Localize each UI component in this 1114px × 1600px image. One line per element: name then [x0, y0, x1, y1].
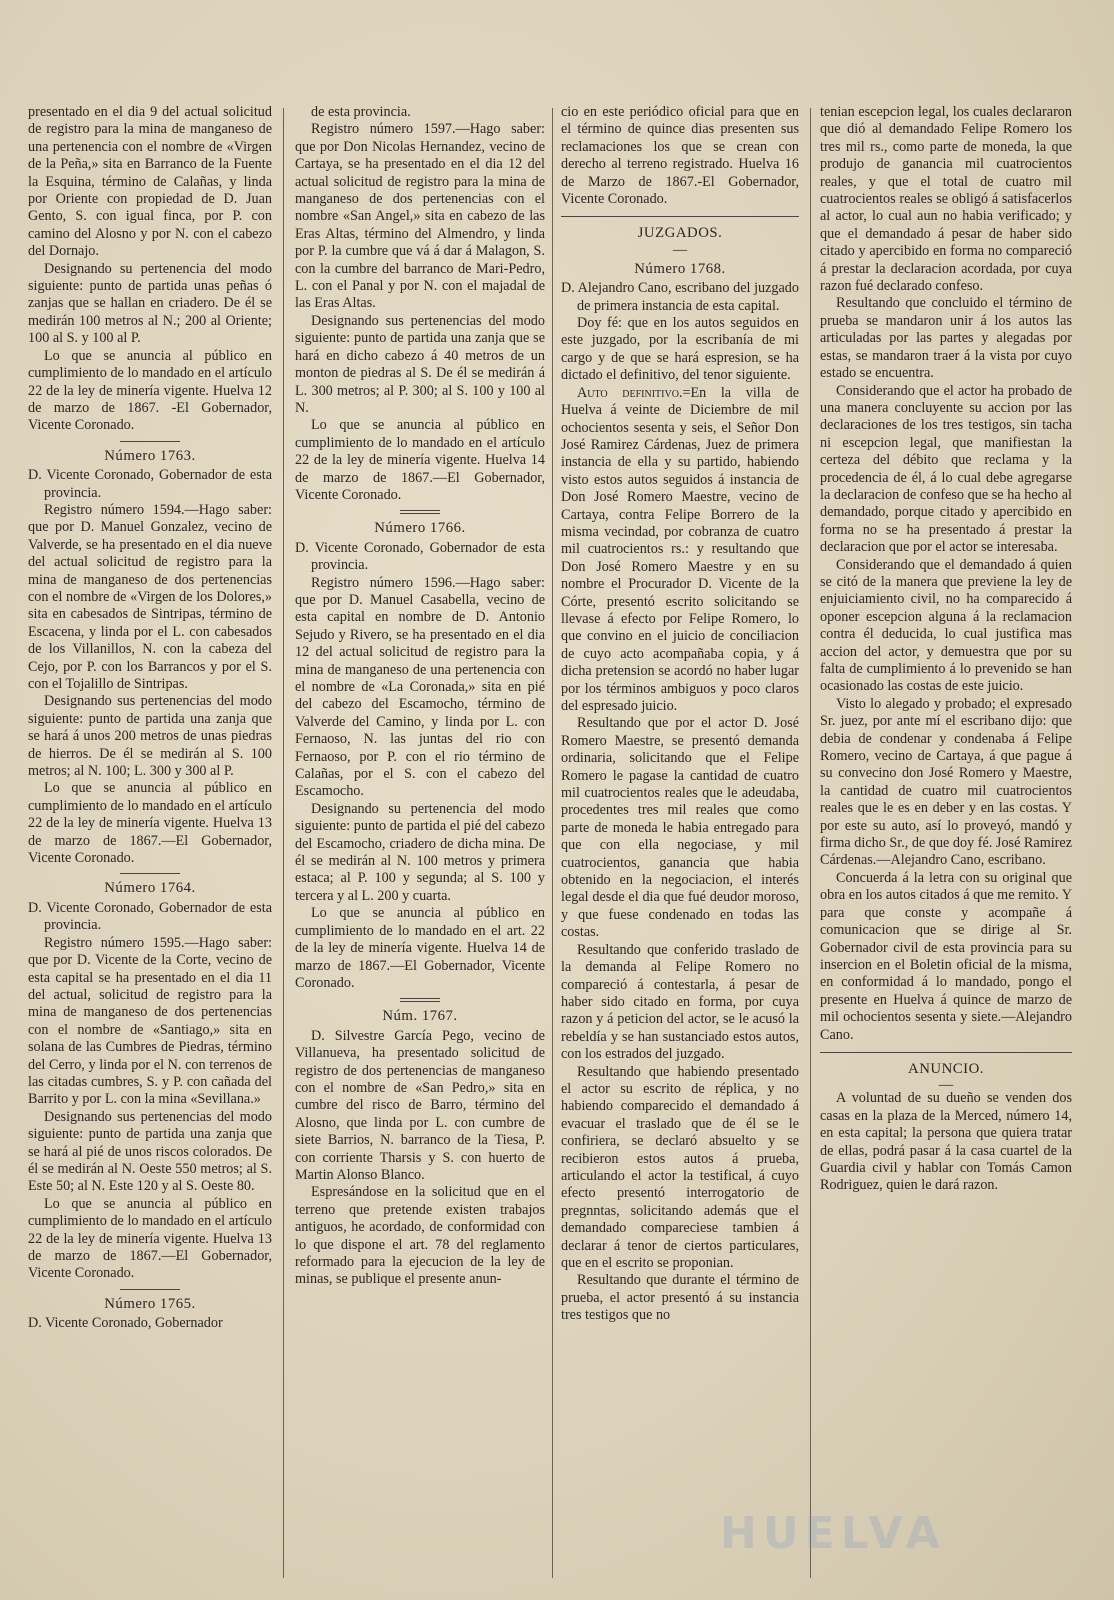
court-paragraph: Resultando que por el actor D. José Romero Maestre, se presentó demanda ordinaria, solicitando que el Felipe Romero le pagase la cantidad de cuatro mil cuatrocientos reales que le adeudaba, procedentes tres mil reales que como parte de moneda le habia entregado para que con ella negociase, y mil cuatrocientos, ganancia que habia obtenido en la negociacion, el interés legal desde el dia que fué deudor moroso, y que fuese condenado en todas las costas. — [561, 715, 799, 941]
court-paragraph: Considerando que el actor ha probado de una manera concluyente su accion por las declaraciones de los tres testigos, sin tacha ni escepcion legal, que manifiestan la certeza del débito que reclama y la procedencia de él, á lo cual debe agregarse la declaracion de confeso que se ha hecho al demandado, porque citado y apercibido en forma no se ha presentado á prestar la declaracion que por el actor se interesaba. — [820, 382, 1072, 556]
notice-number-heading: Número 1764. — [104, 880, 196, 897]
divider: — — [672, 241, 688, 258]
mining-notice-paragraph: de esta provincia. — [311, 104, 411, 120]
mining-notice-paragraph: Lo que se anuncia al público en cumplimiento de lo mandado en el artículo 22 de la ley de minería vigente. Huelva 13 de marzo de 1867.—El Gobernador, Vicente Coronado. — [28, 1195, 272, 1282]
notice-number-heading: Núm. 1767. — [382, 1008, 458, 1025]
notice-number-heading: Número 1768. — [634, 260, 726, 277]
court-paragraph: Considerando que el demandado á quien se citó de la manera que previene la ley de enjuiciamiento civil, no ha comparecido á oponer escepcion alguna á la reclamacion contra él deducida, lo cual justifica mas accion del actor, y demuestra que por su falta de cumplimiento á lo prevenido se han ocasionado las costas de este juicio. — [820, 556, 1072, 695]
mining-notice-paragraph: Registro número 1594.—Hago saber: que por D. Manuel Gonzalez, vecino de Valverde, se ha presentado en el dia nueve del actual solicitud de registro para la mina de manganeso de dos pertenencias con el nombre de «Virgen de los Dolores,» sita en cabesados de Sintripas, término de Escacena, y linda por el L. con cabesados de los Villanillos, N. con la cabeza del Cejo, por P. con los Barrancos y por el S. con el Tojalillo de Sintripas. — [28, 501, 272, 692]
mining-notice-paragraph: Designando su pertenencia del modo siguiente: punto de partida unas peñas ó zanjas que se hallan en criadero. De él se medirán 100 metros al N.; 200 al Oriente; 100 al S. y 100 al P. — [28, 260, 272, 347]
notice-number-heading: Número 1763. — [104, 447, 196, 464]
advertisement-paragraph: A voluntad de su dueño se venden dos casas en la plaza de la Merced, número 14, en esta capital; la persona que quiera tratar de ellas, podrá pasar á la casa cuartel de la Guardia civil y hablar con Tomás Camon Rodriguez, quien le dará razon. — [820, 1090, 1072, 1194]
court-paragraph — [561, 385, 799, 716]
court-paragraph: Concuerda á la letra con su original que obra en los autos citados á que me remito. Y para que conste y acompañe á comunicacion que se dirige al Sr. Gobernador civil de esta provincia para su insercion en el Boletin oficial de la misma, en conformidad á lo mandado, pongo el presente en Huelva á quince de marzo de mil ochocientos sesenta y siete.—Alejandro Cano. — [820, 869, 1072, 1043]
notice-number-heading: Número 1766. — [374, 520, 466, 537]
column-rule-3 — [810, 108, 811, 1578]
mining-notice-paragraph: Designando sus pertenencias del modo siguiente: punto de partida una zanja que se hará á unos 200 metros de unas piedras de hierros. De él se medirán al S. 100 metros; al N. 100; L. 300 y 300 al P. — [28, 693, 272, 780]
governor-line: D. Vicente Coronado, Gobernador de esta provincia. — [28, 899, 272, 934]
mining-notice-paragraph: Lo que se anuncia al público en cumplimiento de lo mandado en el artículo 22 de la ley de minería vigente. Huelva 14 de marzo de 1867.—El Gobernador, Vicente Coronado. — [295, 417, 545, 503]
column-4 — [820, 104, 1072, 1584]
mining-notice-paragraph: presentado en el dia 9 del actual solicitud de registro para la mina de manganeso de una pertenencia con el nombre de «Virgen de la Peña,» sita en Barranco de la Fuente la Esquina, término de Calañas, y linda por Oriente con propiedad de D. Juan Gento, S. con igual finca, por P. con camino del Alosno y por N. con el cabezo del Dornajo. — [28, 104, 272, 260]
court-paragraph: Resultando que conferido traslado de la demanda al Felipe Romero no compareció á contestarla, á pesar de haber sido citado en forma, por cuya razon y á peticion del actor, se le acusó la rebeldía y se han sustanciado estos autos, con los estrados del juzgado. — [561, 941, 799, 1063]
column-rule-2 — [552, 108, 553, 1578]
divider — [120, 873, 180, 874]
mining-notice-paragraph: Designando su pertenencia del modo siguiente: punto de partida el pié del cabezo del Escamocho, criadero de dicha mina. De él se medirán al N. 100 metros y primera estaca; al P. 100 y segunda; al S. 100 y tercera y al L. 200 y cuarta. — [295, 800, 545, 904]
auto-label: Auto definitivo. — [577, 384, 683, 401]
mining-notice-paragraph: Registro número 1596.—Hago saber: que por D. Manuel Casabella, vecino de esta capital en nombre de D. Antonio Sejudo y Rivero, se ha presentado en el dia 12 del actual solicitud de registro para la mina de manganeso de una pertenencia con el nombre de «La Coronada,» sita en pié del cabezo del Escamocho, término de Valverde del Camino, y linda por L. con Fernaoso, N. las juntas del rio con Fernaoso, por P. con el rio término de Calañas, por el S. con el cabezo del Escamocho. — [295, 574, 545, 800]
mining-notice-paragraph: Registro número 1597.—Hago saber: que por Don Nicolas Hernandez, vecino de Cartaya, se ha presentado en el dia 12 del actual solicitud de registro para la mina de manganeso de dos pertenencias con el nombre «San Angel,» sita en cabezo de las Eras Altas, término del Almendro, y linda por P. la cumbre que vá á dar á Malagon, S. con la cumbre del barranco de Mari-Pedro, L. con el Panal y por N. con el majadal de las Eras Altas. — [295, 121, 545, 312]
divider — [400, 998, 440, 1002]
auto-text: =En la villa de Huelva á veinte de Diciembre de mil ochocientos sesenta y seis, el Señor Don José Ramirez Cárdenas, Juez de primera instancia de ella y su partido, habiendo visto estos autos seguidos á instancia de Don José Romero Maestre, vecino de Cartaya, contra Felipe Borrero de la misma vecindad, por cobranza de cuatro mil cuatrocientos rs.: y resultando que Don José Romero Maestre y en su nombre el Procurador D. Vicente de la Córte, presentó escrito solicitando se llevase á efecto por Felipe Romero, lo que convino en el juicio de conciliacion de cuyo acto acompañaba copia, y á dicha pretension se acordó no haber lugar por los términos ambiguos y poco claros del espresado juicio. — [561, 384, 799, 714]
court-paragraph: Doy fé: que en los autos seguidos en este juzgado, por la escribanía de mi cargo y de que se hará espresion, se ha dictado el definitivo, del tenor siguiente. — [561, 315, 799, 384]
court-paragraph: Resultando que durante el término de prueba, el actor presentó á su instancia tres testigos que no — [561, 1272, 799, 1324]
mining-notice-paragraph: D. Silvestre García Pego, vecino de Villanueva, ha presentado solicitud de registro de dos pertenencias de manganeso con el nombre de «San Pedro,» sita en cumbre del risco de Barro, término del Alosno, que linda por L. con cumbre de siete Barrios, N. barranco de la Tiesa, P. con corriente Tharsis y S. con huerto de Martin Alonso Blanco. — [295, 1027, 545, 1183]
clerk-line: D. Alejandro Cano, escribano del juzgado de primera instancia de esta capital. — [561, 280, 799, 314]
mining-notice-paragraph: Designando sus pertenencias del modo siguiente: punto de partida una zanja que se hará al pié de unos riscos colorados. De él se medirán al N. Oeste 550 metros; al S. Este 50; al N. Este 120 y al S. Oeste 80. — [28, 1108, 272, 1195]
mining-notice-paragraph: Registro número 1595.—Hago saber: que por D. Vicente de la Corte, vecino de esta capital se ha presentado en el dia 11 del actual, solicitud de registro para la mina de manganeso de dos pertenencias con el nombre de «Santiago,» sita en solana de las Cumbres de Piedras, término del Cerro, y linda por el N. con terrenos de las citadas cumbres, S. y P. con cañada del Barrito y por L. con la mina «Sevillana.» — [28, 934, 272, 1108]
court-paragraph: Resultando que habiendo presentado el actor su escrito de réplica, y no habiendo comparecido el demandado á evacuar el traslado que de él se le confiriera, se declaró absuelto y se recibieron estos autos á prueba, articulando el actor la testifical, á cuyo efecto presentó interrogatorio de pregnntas, solicitando además que el demandado compareciese tambien á declarar á tenor de ciertos particulares, que en el escrito se proponian. — [561, 1063, 799, 1271]
notice-number-heading: Número 1765. — [104, 1295, 196, 1312]
governor-line: D. Vicente Coronado, Gobernador de esta provincia. — [295, 539, 545, 574]
divider — [120, 1289, 180, 1290]
mining-notice-paragraph: Lo que se anuncia al público en cumplimiento de lo mandado en el artículo 22 de la ley de minería vigente. Huelva 13 de marzo de 1867.—El Gobernador, Vicente Coronado. — [28, 780, 272, 867]
section-heading-juzgados: JUZGADOS. — [637, 225, 723, 242]
section-rule — [561, 216, 799, 217]
column-rule-1 — [283, 108, 284, 1578]
governor-line: D. Vicente Coronado, Gobernador — [28, 1315, 223, 1332]
mining-notice-paragraph: Designando sus pertenencias del modo siguiente: punto de partida una zanja que se hará en dicho cabezo á 40 metros de un monton de piedras al S. De él se medirán á L. 300 metros; al P. 300; al S. 100 y 100 al N. — [295, 312, 545, 416]
mining-notice-paragraph: cio en este periódico oficial para que en el término de quince dias presenten sus reclamaciones los que se crean con derecho al terreno registrado. Huelva 16 de Marzo de 1867.-El Gobernador, Vicente Coronado. — [561, 104, 799, 208]
column-1 — [28, 104, 272, 1584]
court-paragraph: Resultando que concluido el término de prueba se mandaron unir á los autos las articuladas por las partes y alegadas por estas, se mandaron traer á la vista por cuyo estado se encuentra. — [820, 295, 1072, 382]
divider — [400, 510, 440, 514]
governor-line: D. Vicente Coronado, Gobernador de esta provincia. — [28, 467, 272, 501]
mining-notice-paragraph: Lo que se anuncia al público en cumplimiento de lo mandado en el art. 22 de la ley de minería vigente. Huelva 14 de marzo de 1867.—El Gobernador, Vicente Coronado. — [295, 905, 545, 991]
section-heading-anuncio: ANUNCIO. — [908, 1060, 984, 1077]
court-paragraph: Visto lo alegado y probado; el expresado Sr. juez, por ante mí el escribano dijo: que debia de condenar y condenaba á Felipe Romero, vecino de Cartaya, á que pague á su convecino don José Romero y Maestre, la cantidad de cuatro mil cuatrocientos reales que le es en deber y en las costas. Y por este su auto, así lo proveyó, mandó y firma dicho Sr., de que doy fé. José Ramirez Cárdenas.—Alejandro Cano, escribano. — [820, 695, 1072, 869]
section-rule — [820, 1052, 1072, 1053]
library-watermark: HUELVA — [720, 1508, 946, 1559]
divider: — — [938, 1077, 954, 1094]
divider — [120, 441, 180, 442]
court-paragraph: tenian escepcion legal, los cuales declararon que dió al demandado Felipe Romero los tres mil rs., como parte de moneda, la que produjo de ganancia mil cuatrocientos reales, y que el total de cuatro mil cuatrocientos reales se obligó á satisfacerlos al actor, lo cual aun no habia verificado; y que el demandado á pesar de haber sido citado y apercibido en forma no compareció á prestar la declaracion acordada, por cuya razon fué declarado confeso. — [820, 104, 1072, 295]
column-2 — [295, 104, 545, 1584]
column-3 — [561, 104, 799, 1584]
mining-notice-paragraph: Lo que se anuncia al público en cumplimiento de lo mandado en el artículo 22 de la ley de minería vigente. Huelva 12 de marzo de 1867. -El Gobernador, Vicente Coronado. — [28, 347, 272, 434]
mining-notice-paragraph: Espresándose en la solicitud que en el terreno que pretende existen trabajos antiguos, he acordado, de conformidad con lo que dispone el art. 78 del reglamento reformado para la ejecucion de la ley de minas, se publique el presente anun- — [295, 1184, 545, 1288]
